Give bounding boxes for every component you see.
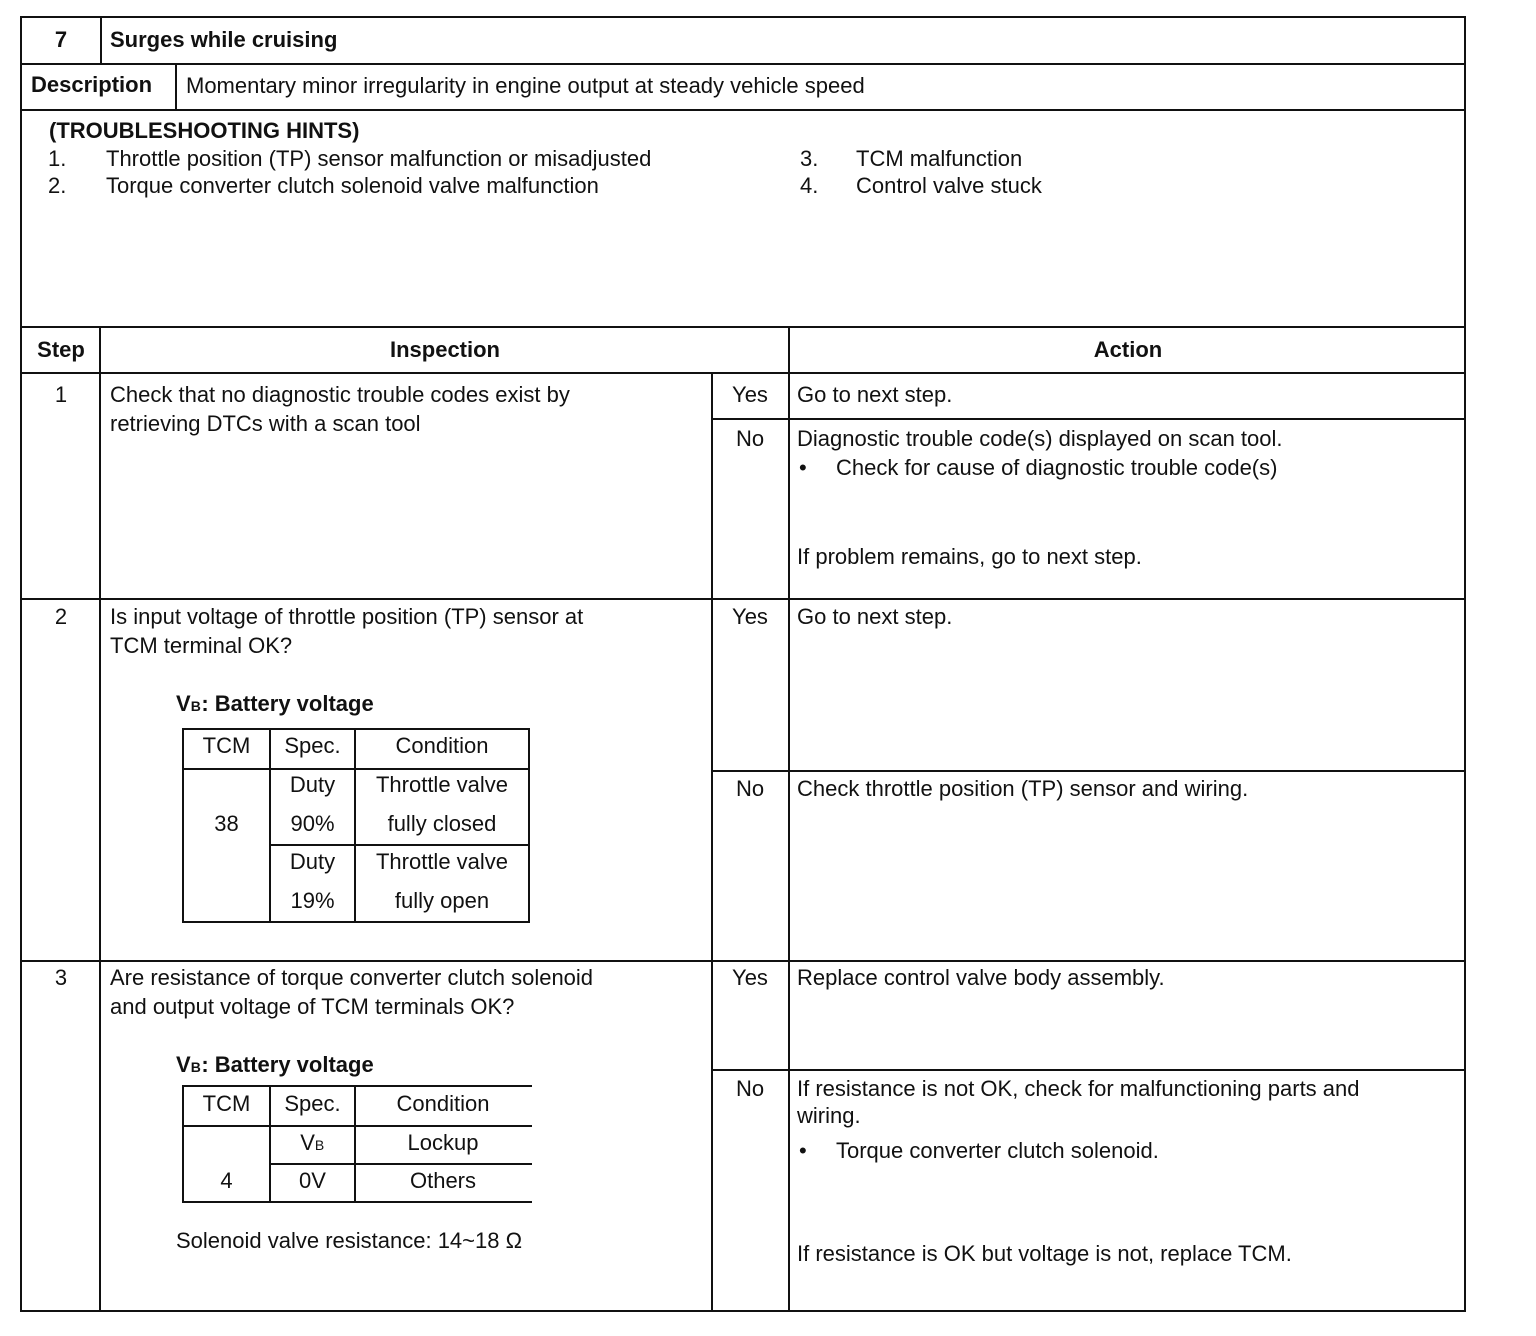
resistance-spec: Solenoid valve resistance: 14~18 Ω <box>176 1228 523 1253</box>
table-line <box>528 728 530 923</box>
symptom-number: 7 <box>54 27 68 52</box>
action-note: If problem remains, go to next step. <box>797 544 1142 569</box>
spec-table <box>182 1085 532 1205</box>
yes-label: Yes <box>732 965 768 990</box>
yes-label: Yes <box>732 604 768 629</box>
table-header: Condition <box>396 1091 490 1116</box>
inspection-text: Are resistance of torque converter clutch solenoid <box>110 965 594 990</box>
table-line <box>269 1163 532 1165</box>
column-header-inspection: Inspection <box>389 337 500 362</box>
action-text: Go to next step. <box>797 604 953 629</box>
spec-cell: 0V <box>299 1168 326 1193</box>
hint-number: 1. <box>48 146 67 171</box>
row-divider <box>20 63 1466 65</box>
table-line <box>182 1125 532 1127</box>
battery-voltage-label: VB: Battery voltage <box>176 691 374 716</box>
action-bullet-text: Check for cause of diagnostic trouble code(s) <box>836 455 1278 480</box>
condition-cell: fully open <box>394 888 490 913</box>
table-header: Spec. <box>284 1091 341 1116</box>
no-label: No <box>735 776 765 801</box>
action-text: Check throttle position (TP) sensor and wiring. <box>797 776 1249 801</box>
row-divider <box>712 770 1466 772</box>
row-divider <box>20 598 1466 600</box>
row-divider <box>20 372 1466 374</box>
battery-voltage-label: VB: Battery voltage <box>176 1052 374 1077</box>
yes-label: Yes <box>732 382 768 407</box>
action-text: Replace control valve body assembly. <box>797 965 1165 990</box>
table-line <box>182 768 530 770</box>
hint-number: 2. <box>48 173 67 198</box>
column-divider <box>788 326 790 1312</box>
table-header: Spec. <box>284 733 341 758</box>
hint-text: Control valve stuck <box>856 173 1042 198</box>
table-line <box>182 1085 532 1087</box>
header-divider <box>100 16 102 64</box>
condition-cell: fully closed <box>387 811 497 836</box>
description-label: Description <box>31 72 153 97</box>
action-bullet-text: Torque converter clutch solenoid. <box>836 1138 1159 1163</box>
action-text: Diagnostic trouble code(s) displayed on scan tool. <box>797 426 1283 451</box>
no-label: No <box>735 426 765 451</box>
condition-cell: Throttle valve <box>375 772 509 797</box>
table-line <box>182 921 530 923</box>
column-header-action: Action <box>1093 337 1163 362</box>
column-divider <box>99 326 101 1312</box>
condition-cell: Lockup <box>407 1130 479 1155</box>
inspection-text: Check that no diagnostic trouble codes exist by <box>110 382 570 407</box>
table-line <box>269 844 530 846</box>
condition-cell: Others <box>409 1168 477 1193</box>
hint-number: 4. <box>800 173 819 198</box>
inspection-text: retrieving DTCs with a scan tool <box>110 411 421 436</box>
row-divider <box>712 418 1466 420</box>
hint-text: TCM malfunction <box>856 146 1023 171</box>
row-divider <box>20 960 1466 962</box>
table-line <box>182 1201 532 1203</box>
row-divider <box>20 326 1466 328</box>
inspection-text: Is input voltage of throttle position (TP) sensor at <box>110 604 584 629</box>
table-header: Condition <box>395 733 489 758</box>
description-text: Momentary minor irregularity in engine output at steady vehicle speed <box>186 73 865 98</box>
row-divider <box>20 109 1466 111</box>
spec-cell: Duty <box>289 772 336 797</box>
hint-text: Throttle position (TP) sensor malfunction or misadjusted <box>106 146 652 171</box>
step-number: 1 <box>54 382 68 407</box>
step-number: 2 <box>54 604 68 629</box>
action-text: If resistance is not OK, check for malfunctioning parts and <box>797 1076 1360 1101</box>
action-note: If resistance is OK but voltage is not, replace TCM. <box>797 1241 1292 1266</box>
inspection-text: TCM terminal OK? <box>110 633 293 658</box>
action-text: wiring. <box>797 1103 861 1128</box>
symptom-title: Surges while cruising <box>110 27 338 52</box>
hint-number: 3. <box>800 146 819 171</box>
action-text: Go to next step. <box>797 382 953 407</box>
spec-cell: VB <box>300 1130 325 1155</box>
table-line <box>182 728 530 730</box>
spec-cell: 19% <box>290 888 335 913</box>
spec-cell: Duty <box>289 849 336 874</box>
inspection-text: and output voltage of TCM terminals OK? <box>110 994 515 1019</box>
description-divider <box>175 64 177 110</box>
table-header: TCM <box>202 733 251 758</box>
bullet-icon: • <box>799 455 807 480</box>
hint-text: Torque converter clutch solenoid valve malfunction <box>106 173 599 198</box>
terminal-number: 4 <box>220 1168 233 1193</box>
condition-cell: Throttle valve <box>375 849 509 874</box>
hints-title: (TROUBLESHOOTING HINTS) <box>49 118 360 143</box>
no-label: No <box>735 1076 765 1101</box>
spec-table <box>182 728 530 924</box>
step-number: 3 <box>54 965 68 990</box>
column-divider <box>711 373 713 1312</box>
row-divider <box>712 1069 1466 1071</box>
table-header: TCM <box>202 1091 251 1116</box>
spec-cell: 90% <box>290 811 335 836</box>
terminal-number: 38 <box>214 811 239 836</box>
column-header-step: Step <box>37 337 85 362</box>
bullet-icon: • <box>799 1138 807 1163</box>
